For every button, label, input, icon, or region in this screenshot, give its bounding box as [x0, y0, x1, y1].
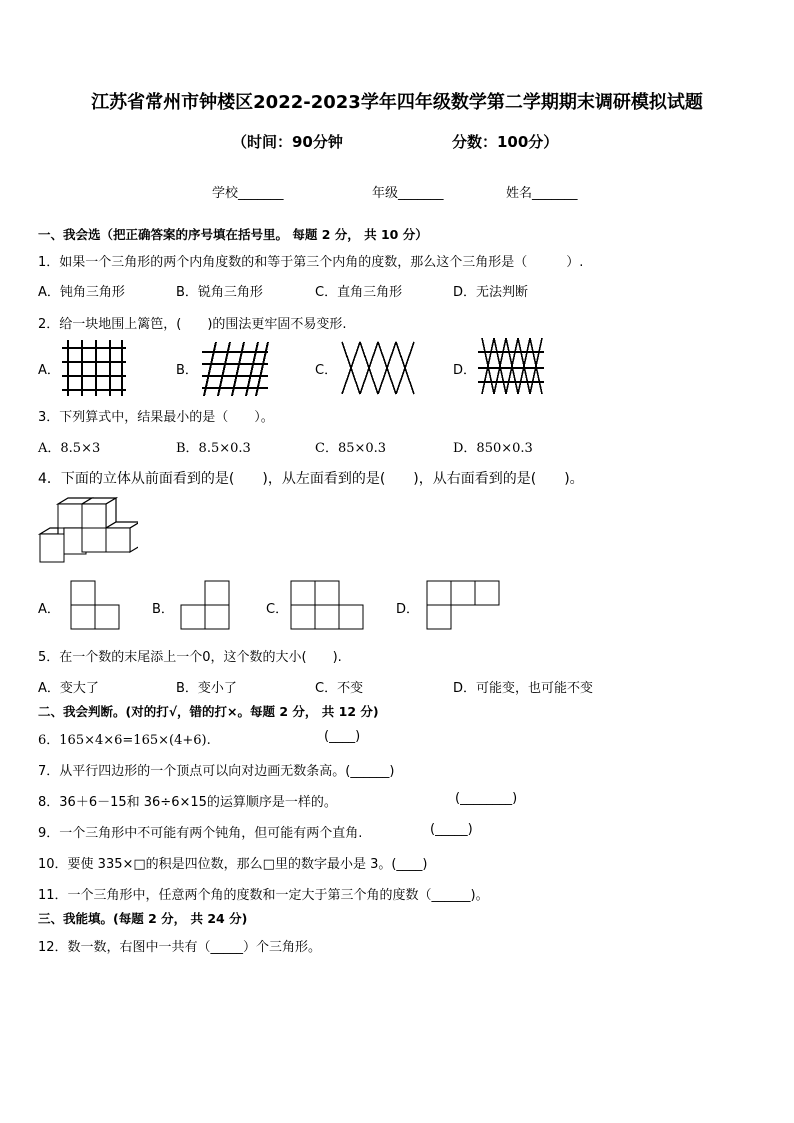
- q5-option-a: A．变大了: [38, 681, 99, 696]
- judge-question-10: 10．要使 335×□的积是四位数，那么□里的数字最小是 3。(____): [38, 857, 428, 872]
- section-2-heading: 二、我会判断。(对的打√，错的打×。每题 2 分， 共 12 分): [38, 704, 379, 719]
- section-3-heading: 三、我能填。(每题 2 分， 共 24 分): [38, 911, 248, 926]
- q2-label-d: D．: [453, 363, 477, 378]
- fence-a-square-grid: [60, 338, 128, 398]
- q1-option-c: C．直角三角形: [315, 285, 403, 300]
- q5-option-b: B．变小了: [176, 681, 237, 696]
- q1-option-a: A．钝角三角形: [38, 285, 125, 300]
- judge-8-blank: (________): [455, 791, 518, 806]
- judge-question-7: 7．从平行四边形的一个顶点可以向对边画无数条高。(______): [38, 764, 395, 779]
- q1-option-b: B．锐角三角形: [176, 285, 263, 300]
- view-b-figure: [180, 580, 232, 632]
- question-4: 4．下面的立体从前面看到的是( )，从左面看到的是( )，从右面看到的是( )。: [38, 471, 584, 487]
- q2-label-a: A．: [38, 363, 60, 378]
- q4-label-d: D．: [396, 602, 420, 617]
- name-field: 姓名_______: [506, 186, 578, 201]
- view-a-figure: [70, 580, 122, 632]
- judge-question-11: 11．一个三角形中，任意两个角的度数和一定大于第三个角的度数（______)。: [38, 888, 489, 903]
- judge-question-9: 9．一个三角形中不可能有两个钝角，但可能有两个直角.: [38, 826, 363, 841]
- fence-c-cross-diagonals: [338, 340, 418, 396]
- q3-option-a: A．8.5×3: [38, 441, 101, 456]
- question-12: 12．数一数，右图中一共有（_____）个三角形。: [38, 940, 322, 955]
- fence-b-slanted-grid: [198, 340, 270, 398]
- judge-9-blank: (_____): [430, 822, 473, 837]
- question-1: 1．如果一个三角形的两个内角度数的和等于第三个内角的度数，那么这个三角形是（ ）.: [38, 255, 584, 270]
- view-d-figure: [426, 580, 502, 632]
- question-5: 5．在一个数的末尾添上一个0，这个数的大小( ).: [38, 650, 342, 665]
- q4-label-c: C．: [266, 602, 289, 617]
- q3-option-c: C．85×0.3: [315, 441, 387, 456]
- page-title: 江苏省常州市钟楼区2022-2023学年四年级数学第二学期期末调研模拟试题: [91, 92, 703, 113]
- view-c-figure: [290, 580, 366, 632]
- question-2: 2．给一块地围上篱笆，( )的围法更牢固不易变形.: [38, 317, 347, 332]
- q5-option-d: D．可能变，也可能不变: [453, 681, 594, 696]
- judge-question-8: 8．36＋6－15和 36÷6×15的运算顺序是一样的。: [38, 795, 337, 810]
- school-field: 学校_______: [212, 186, 284, 201]
- fence-d-diagonals-with-bars: [476, 336, 546, 396]
- q4-label-a: A．: [38, 602, 60, 617]
- q2-label-b: B．: [176, 363, 198, 378]
- q2-label-c: C．: [315, 363, 338, 378]
- q1-option-d: D．无法判断: [453, 285, 529, 300]
- q3-option-d: D．850×0.3: [453, 441, 533, 456]
- cube-solid-figure: [38, 496, 138, 570]
- q4-label-b: B．: [152, 602, 174, 617]
- q3-option-b: B．8.5×0.3: [176, 441, 251, 456]
- judge-6-blank: (____): [324, 729, 361, 744]
- judge-question-6: 6．165×4×6=165×(4+6).: [38, 733, 211, 748]
- section-1-heading: 一、我会选（把正确答案的序号填在括号里。 每题 2 分， 共 10 分）: [38, 227, 428, 242]
- time-label: （时间：90分钟: [232, 133, 343, 151]
- grade-field: 年级_______: [372, 186, 444, 201]
- score-label: 分数：100分）: [452, 133, 559, 151]
- q5-option-c: C．不变: [315, 681, 364, 696]
- question-3: 3．下列算式中，结果最小的是（ ）。: [38, 410, 274, 425]
